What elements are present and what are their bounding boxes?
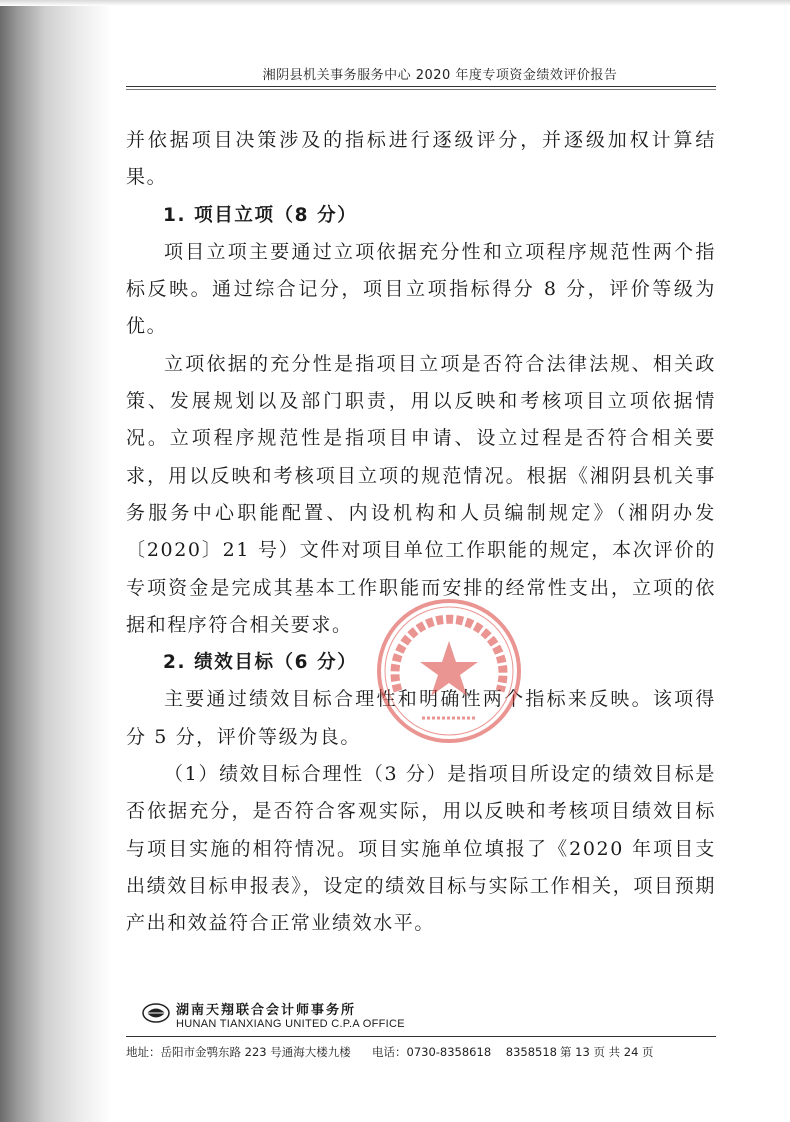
firm-logo-icon: [142, 1002, 170, 1024]
paragraph-approval-detail: 立项依据的充分性是指项目立项是否符合法律法规、相关政策、发展规划以及部门职责，用以反映和考核项目立项依据情况。立项程序规范性是指项目申请、设立过程是否符合相关要求，用以反映和考核项目立项的规范情况。根据《湘阴县机关事务服务中心职能配置、内设机构和人员编制规定》（湘阴办发〔2020〕21 号）文件对项目单位工作职能的规定，本次评价的专项资金是完成其基本工作职能而安排的经常性支出，立项的依据和程序符合相关要求。: [126, 352, 716, 636]
section-heading-performance-goals: 2. 绩效目标（6 分）: [163, 652, 358, 674]
header-rule-secondary: [126, 89, 716, 90]
footer-page-number: 第 13 页 共 24 页: [560, 1045, 654, 1059]
header-rule: [126, 86, 716, 87]
footer-phone: 电话：0730-8358618 8358518: [372, 1045, 557, 1059]
paragraph-approval-summary: 项目立项主要通过立项依据充分性和立项程序规范性两个指标反映。通过综合记分，项目立项指标得分 8 分，评价等级为优。: [126, 240, 716, 338]
book-spine-shadow: [0, 0, 112, 1122]
official-seal-stamp: [374, 596, 524, 746]
footer-firm-name-cn: 湖南天翔联合会计师事务所: [176, 1003, 357, 1018]
intro-paragraph: 并依据项目决策涉及的指标进行逐级评分，并逐级加权计算结果。: [126, 129, 716, 189]
footer-address: 地址：岳阳市金鹗东路 223 号通海大楼九楼: [126, 1045, 351, 1059]
paragraph-goals-rationality: （1）绩效目标合理性（3 分）是指项目所设定的绩效目标是否依据充分，是否符合客观实际，用以反映和考核项目绩效目标与项目实施的相符情况。项目实施单位填报了《2020 年项目支出绩效目标申报表》，设定的绩效目标与实际工作相关，项目预期产出和效益符合正常业绩效水平。: [126, 763, 716, 935]
footer-firm-name-en: HUNAN TIANXIANG UNITED C.P.A OFFICE: [176, 1018, 405, 1030]
footer-rule: [126, 1036, 716, 1037]
section-heading-project-approval: 1. 项目立项（8 分）: [163, 204, 358, 226]
report-body: [126, 122, 716, 943]
report-header-title: 湘阴县机关事务服务中心 2020 年度专项资金绩效评价报告: [262, 68, 618, 83]
paragraph-goals-summary: 主要通过绩效目标合理性和明确性两个指标来反映。该项得分 5 分，评价等级为良。: [126, 688, 716, 748]
page-top-edge: [0, 0, 790, 6]
